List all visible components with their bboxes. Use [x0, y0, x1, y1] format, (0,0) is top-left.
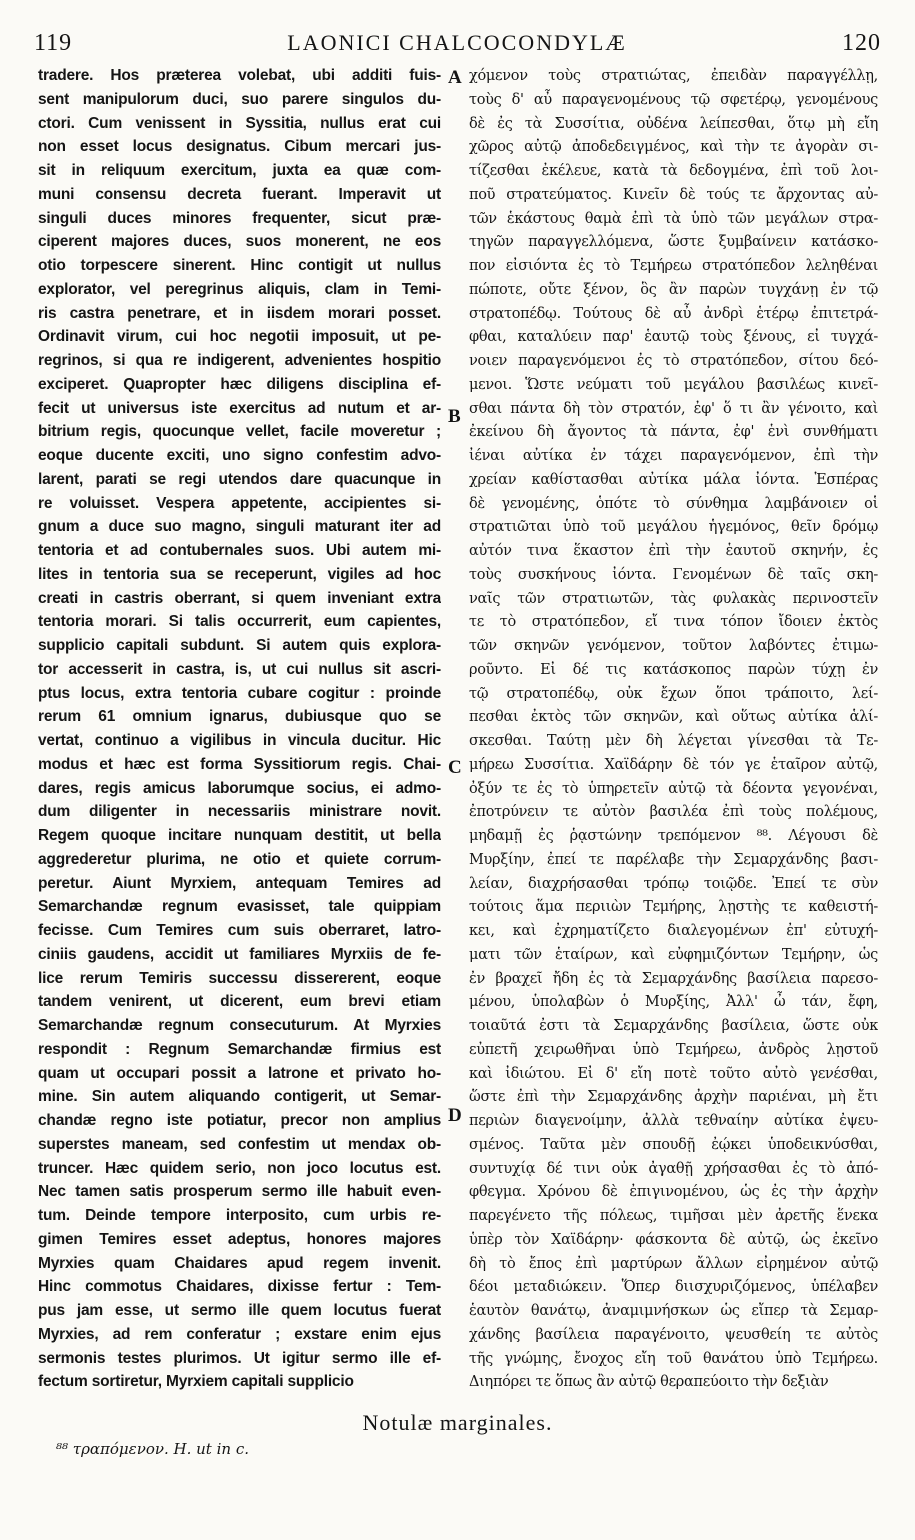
greek-text-line: στρατοπέδῳ. Τούτους δὲ αὖ ἀνδρὶ ἑτέρῳ ἐπιτετρά-	[469, 305, 878, 322]
latin-text-line: Ordinavit virum, cui hoc negotii imposuit, ut pe-	[38, 328, 441, 346]
latin-text-line: eoque ducente exciti, uno signo confestim advo-	[38, 447, 441, 464]
greek-text-line: Διηπόρει τε ὅπως ἂν αὐτῷ θεραπεύοιτο τὴν δεξιὰν	[469, 1374, 829, 1391]
latin-text-line: fectum sortiretur, Myrxiem capitali supplicio	[38, 1373, 354, 1391]
greek-text-line: φθεγμα. Χρόνου δὲ ἐπιγινομένου, ὡς ἐς τὴν ἀρχὴν	[469, 1184, 878, 1201]
latin-text-line: tor accesserit in castra, is, ut cui nullus sit ascri-	[38, 660, 441, 678]
greek-text-line: συντυχίᾳ δέ τινι οὐκ ἀγαθῇ χρήσασθαι ἐς τὸ ἀπό-	[469, 1160, 878, 1177]
latin-text-line: dares, regis amicus laborumque socius, ei admo-	[38, 779, 441, 797]
greek-text-line: πον εἰσιόντα ἐς τὸ Τεμήρεω στρατόπεδον λεληθέναι	[469, 258, 878, 274]
page-number-left: 119	[34, 30, 73, 56]
greek-text-line: φθαι, καταλύειν παρ' ἑαυτῷ τοὺς ξένους, εἰ τυγχά-	[469, 329, 878, 346]
latin-text-line: Nec tamen satis prosperum sermo ille habuit even-	[38, 1183, 441, 1201]
latin-text-line: peretur. Aiunt Myrxiem, antequam Temires ad	[38, 874, 441, 892]
running-title: LAONICI CHALCOCONDYLÆ	[287, 30, 627, 55]
page-header	[34, 30, 881, 60]
section-marker-d: D	[448, 1105, 462, 1126]
greek-text-line: τίζεσθαι ἐκέλευε, κατὰ τὰ δεδογμένα, ἐπὶ τοῦ λοι-	[469, 163, 878, 179]
latin-text-line: singuli duces minores frequenter, sicut præ-	[38, 209, 441, 227]
greek-text-line: τε τὸ στρατόπεδον, εἴ τινα τόπον ἴδοιεν ἐκτὸς	[469, 614, 878, 631]
latin-text-line: tum. Deinde tempore interposito, cum urbis re-	[38, 1207, 441, 1224]
page-number-right: 120	[842, 30, 881, 56]
greek-text-line: τῶν ἑκάστους θαμὰ ἐπὶ τὰ ὑπὸ τῶν μεγάλων στρα-	[469, 210, 878, 227]
section-marker-a: A	[448, 67, 462, 88]
latin-text-line: pus jam esse, ut sermo ille quem locutus fuerat	[38, 1302, 441, 1319]
latin-text-line: sent manipulorum duci, suo parere singulos du-	[38, 90, 441, 108]
latin-text-line: lice rerum Temiris successu dissererent, eoque	[38, 969, 441, 987]
latin-text-line: bitrium regis, quocunque vellet, facile moveretur ;	[38, 423, 441, 441]
latin-text-line: regrinos, si qua re indigerent, advenientes hospitio	[38, 352, 441, 369]
greek-text-line: ὑπὲρ τὸν Χαϊδάρην· φάσκοντα δὲ αὐτῷ, ὡς ἐκεῖνο	[469, 1231, 878, 1248]
greek-text-line: ὥστε ἐπὶ τὴν Σεμαρχάνδης ἀρχὴν παριέναι, μὴ ἔτι	[469, 1089, 878, 1106]
latin-text-line: otio torpescere sinerent. Hinc contigit ut nullus	[38, 257, 441, 274]
latin-text-line: tradere. Hos præterea volebat, ubi additi fuis-	[38, 67, 441, 84]
greek-text-line: δὲ γενομένης, ὁπότε τὸ σύνθημα λαμβάνοιεν οἱ	[469, 495, 878, 512]
greek-text-line: δέοι μεταδιώκειν. Ὅπερ διισχυριζόμενος, ὑπέλαβεν	[469, 1279, 878, 1296]
greek-text-line: εὐπετῆ χειρωθῆναι ὑπὸ Τεμήρεω, ἀνδρὸς λῃστοῦ	[469, 1041, 878, 1058]
latin-text-line: mine. Sin autem aliquando contigerit, ut Semar-	[38, 1088, 441, 1106]
latin-text-line: ptus locus, extra tentoria cubare cogitur : proinde	[38, 684, 441, 702]
latin-text-line: Myrxies, ad rem conferatur ; exstare enim ejus	[38, 1325, 441, 1343]
greek-text-line: ναῖς τῶν στρατιωτῶν, τὰς φυλακὰς περινοστεῖν	[469, 590, 878, 607]
latin-text-line: gnum a duce suo magno, singuli maturant iter ad	[38, 518, 441, 536]
latin-text-line: muni consensu decreta fuerant. Imperavit ut	[38, 185, 441, 203]
greek-text-line: ἐκείνου δὴ ἄγοντος τὰ πάντα, ἐφ' ἑνὶ συνθήματι	[469, 424, 878, 441]
latin-text-line: exciperet. Quapropter hæc diligens disciplina ef-	[38, 375, 441, 393]
greek-text-line: τοὺς συσκήνους ἰόντα. Γενομένων δὲ ταῖς σκη-	[469, 566, 878, 583]
marginal-notes-heading: Notulæ marginales.	[362, 1410, 553, 1435]
latin-text-line: fecisse. Cum Temires cum suis oberraret, latro-	[38, 922, 441, 939]
latin-text-line: gimen Temires esset adeptus, honores majores	[38, 1230, 441, 1248]
latin-text-line: superstes maneam, sed confestim ut mendax ob-	[38, 1135, 441, 1153]
greek-text-line: χάνδης βασίλεια παραγένοιτο, ψευσθείη τε αὐτὸς	[469, 1326, 878, 1343]
section-marker-c: C	[448, 757, 462, 778]
greek-text-line: νοιεν παραγενόμενοι ἐς τὸ στρατόπεδον, σίτου δεό-	[469, 353, 878, 369]
latin-text-line: sermonis testes plurimos. Ut igitur sermo ille ef-	[38, 1349, 441, 1367]
greek-text-line: τοὺς δ' αὖ παραγενομένους τῷ σφετέρῳ, γενομένους	[469, 91, 878, 108]
greek-text-line: μενοι. Ὥστε νεύματι τοῦ μεγάλου βασιλέως κινεῖ-	[469, 376, 878, 393]
greek-text-line: παρεγένετο τῆς πόλεως, τιμῆσαι μὲν ἀρετῆς ἕνεκα	[469, 1208, 878, 1224]
latin-text-line: Hinc commotus Chaidares, dixisse fertur : Tem-	[38, 1278, 441, 1296]
greek-text-line: δὲ ἐς τὰ Συσσίτια, οὐδένα λείπεσθαι, ὅτῳ μὴ εἴη	[469, 115, 878, 132]
latin-text-line: Semarchandæ regnum consecuturum. At Myrxies	[38, 1017, 441, 1034]
greek-text-line: τῆς γνώμης, ἔνοχος εἴη τοῦ θανάτου ὑπὸ Τεμήρεω.	[469, 1350, 878, 1367]
greek-text-line: ἰέναι αὐτίκα ἐν τάχει παραγενόμενον, ἐπὶ τὴν	[469, 448, 878, 464]
latin-text-line: ris castra penetrare, et in iisdem morari posset.	[38, 304, 441, 322]
latin-text-line: explorator, vel peregrinus aliquis, clam in Temi-	[38, 280, 441, 298]
latin-text-line: fecit ut universus iste exercitus ad nutum et ar-	[38, 399, 441, 417]
greek-text-line: μήρεω Συσσίτια. Χαϊδάρην δὲ τόν γε ἑταῖρον αὐτῷ,	[469, 756, 878, 773]
latin-text-line: Myrxies quam Chaidares apud regem invenit.	[38, 1254, 441, 1272]
greek-text-line: ποῦ στρατεύματος. Κινεῖν δὲ τούς τε ἄρχοντας αὐ-	[469, 186, 878, 203]
greek-text-line: ἐν βραχεῖ ἤδη ἐς τὰ Σεμαρχάνδης βασίλεια παρεσο-	[469, 970, 878, 987]
latin-text-line: lites in tentoria sua se receperunt, vigiles ad hoc	[38, 565, 441, 583]
greek-text-line: μένου, ὑπολαβὼν ὁ Μυρξίης, Ἀλλ' ὦ τάν, ἔφη,	[469, 994, 878, 1011]
greek-text-line: καὶ ἰδιώτου. Εἰ δ' εἴη ποτὲ τοῦτο αὐτὸ γενέσθαι,	[469, 1065, 878, 1082]
latin-text-line: Regem quoque incitare nunquam destitit, ut bella	[38, 827, 441, 844]
greek-text-line: τούτοις ἅμα περιιὼν Τεμήρης, λῃστὴς τε καθειστή-	[469, 899, 878, 916]
greek-text-line: κει, καὶ ἐχρηματίζετο διαλεγομένων ἐπ' εὐτυχή-	[469, 923, 878, 939]
latin-text-line: ctori. Cum venissent in Syssitia, nullus erat cui	[38, 114, 441, 132]
latin-text-line: respondit : Regnum Semarchandæ firmius est	[38, 1040, 441, 1058]
latin-text-line: quam ut occupari possit a latrone et privato ho-	[38, 1064, 441, 1082]
greek-text-line: σκεσθαι. Ταύτῃ μὲν δὴ λέγεται γίνεσθαι τὰ Τε-	[469, 733, 878, 749]
greek-text-line: τῷ στρατοπέδῳ, οὐκ ἔχων ὅποι τράποιτο, λεί-	[469, 685, 878, 702]
greek-text-line: σθαι πάντα δὴ τὸν στρατόν, ἐφ' ὅ τι ἂν γένοιτο, καὶ	[469, 400, 878, 417]
greek-text-line: ὀξύν τε ἐς τὸ ὑπηρετεῖν αὐτῷ τὰ δέοντα γεγονέναι,	[469, 780, 878, 797]
greek-text-line: ἑαυτὸν θανάτῳ, ἀναμιμνήσκων ὡς εἴπερ τὰ Σεμαρ-	[469, 1303, 878, 1319]
greek-text-line: στρατιῶται ὑπὸ τοῦ μεγάλου ἡγεμόνος, θεῖν δρόμῳ	[469, 519, 878, 536]
latin-text-line: creati in castris oberrant, si quem inveniant extra	[38, 589, 441, 607]
greek-text-line: πεσθαι ἐκτὸς τῶν σκηνῶν, καὶ οὕτως αὐτίκα ἁλί-	[469, 709, 878, 726]
greek-text-line: πώποτε, οὔτε ξένον, ὃς ἂν παρὼν τυγχάνῃ ἐν τῷ	[469, 281, 878, 298]
greek-text-line: τοιαῦτά ἐστι τὰ Σεμαρχάνδης βασίλεια, ὥστε οὐκ	[469, 1018, 878, 1034]
greek-text-line: χόμενον τοὺς στρατιώτας, ἐπειδὰν παραγγέλλῃ,	[469, 68, 878, 84]
greek-text-line: ματι τῶν ἑταίρων, καὶ εὐφημιζόντων Τεμήρην, ὡς	[469, 946, 878, 963]
latin-text-line: truncer. Hæc quidem serio, non joco locutus est.	[38, 1159, 441, 1177]
greek-text-line: Μυρξίην, ἐπεί τε παρέλαβε τὴν Σεμαρχάνδης βασι-	[469, 851, 878, 868]
greek-text-line: μηδαμῇ ἐς ῥᾳστώνην τρεπόμενον ⁸⁸. Λέγουσι δὲ	[469, 828, 878, 844]
latin-text-line: aggrederetur plurima, ne otio et quiete corrum-	[38, 850, 441, 868]
greek-text-line: αὐτόν τινα ἕκαστον ἐπὶ τὴν ἑαυτοῦ σκηνήν, ἐς	[469, 543, 878, 559]
footnote: ⁸⁸ τραπόμενον. H. ut in c.	[56, 1440, 250, 1458]
latin-column	[38, 64, 441, 1394]
greek-text-line: χρείαν καθίστασθαι αὐτίκα μάλα ἰόντα. Ἑσπέρας	[469, 471, 878, 488]
latin-text-line: rerum 61 omnium ignarus, dubiusque quo se	[38, 708, 441, 726]
greek-text-line: σμένος. Ταῦτα μὲν σπουδῇ ἐῴκει ὑποδεικνύσθαι,	[469, 1136, 878, 1153]
latin-text-line: ciperent majores duces, suos monerent, ne eos	[38, 233, 441, 251]
latin-text-line: larent, parati se regi utendos dare quacunque in	[38, 470, 441, 488]
latin-text-line: non esset locus designatus. Cibum mercari jus-	[38, 138, 441, 156]
latin-text-line: vertat, continuo a vigilibus in vincula ducitur. Hic	[38, 732, 441, 749]
greek-text-line: χῶρος αὐτῷ ἀποδεδειγμένος, καὶ τὴν τε ἀγορὰν σι-	[469, 139, 878, 156]
latin-text-line: chandæ regno iste potiatur, precor non amplius	[38, 1112, 441, 1129]
section-marker-b: B	[448, 406, 461, 427]
latin-text-line: sit in reliquum exercitum, juxta ea quæ com-	[38, 162, 441, 179]
latin-text-line: dum diligenter in necessariis ministrare novit.	[38, 803, 441, 821]
greek-text-line: τῶν σκηνῶν γενόμενον, τοῦτον λαβόντες ἐτιμω-	[469, 638, 878, 654]
latin-text-line: tentoria et ad contubernales suos. Ubi autem mi-	[38, 542, 441, 559]
latin-text-line: tentoria morari. Si talis occurrerit, eum capientes,	[38, 613, 441, 631]
greek-text-line: ροῦντο. Εἰ δέ τις κατάσκοπος παρὼν τύχῃ ἐν	[469, 661, 878, 678]
greek-text-line: περιὼν διαγενοίμην, ἀλλὰ τεθναίην αὐτίκα ἐψευ-	[469, 1113, 878, 1129]
latin-text-line: ciniis gaudens, accidit ut familiares Myrxiis de fe-	[38, 945, 441, 963]
greek-text-line: ἐποτρύνειν τε αὐτὸν βασιλέα ἐπὶ τοὺς πολέμους,	[469, 804, 878, 821]
greek-column	[469, 64, 878, 1394]
latin-text-line: tandem venirent, ut dicerent, eum brevi etiam	[38, 993, 441, 1011]
latin-text-line: modus et hæc est forma Syssitiorum regis. Chai-	[38, 755, 441, 773]
latin-text-line: Semarchandæ regnum evasisset, tale quippiam	[38, 898, 441, 916]
latin-text-line: re voluisset. Vespera appetente, accipientes si-	[38, 494, 441, 512]
latin-text-line: supplicio capitali subdunt. Si autem quis explora-	[38, 637, 441, 654]
greek-text-line: δὴ τὸ ἔπος ἐπὶ μαρτύρων ἄλλων εἰρημένον αὐτῷ	[469, 1255, 878, 1272]
greek-text-line: τηγῶν παραγγελλόμενα, ὥστε ξυμβαίνειν κατάσκο-	[469, 234, 878, 251]
greek-text-line: λείαν, διαχρήσασθαι τρόπῳ τοιῷδε. Ἐπεί τε σὺν	[469, 875, 878, 892]
